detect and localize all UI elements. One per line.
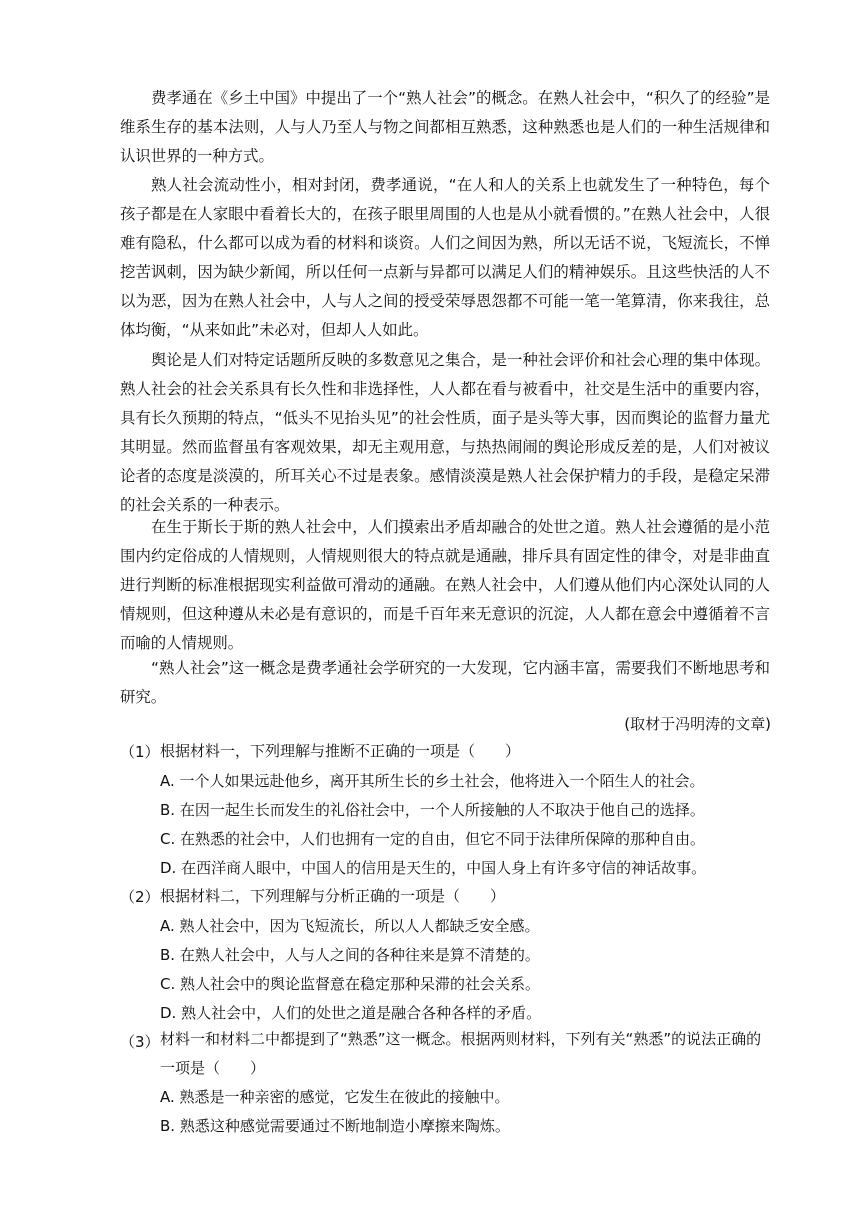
- question-3-stem: 材料一和材料二中都提到了“熟悉”这一概念。根据两则材料，下列有关“熟悉”的说法正确的一项是（ ）: [160, 1030, 762, 1077]
- question-1-stem: 根据材料一，下列理解与推断不正确的一项是（ ）: [160, 742, 521, 760]
- question-2-option-a: A. 熟人社会中，因为飞短流长，所以人人都缺乏安全感。: [160, 917, 540, 935]
- passage-paragraph-5: “熟人社会”这一概念是费孝通社会学研究的一大发现，它内涵丰富，需要我们不断地思考和研究。: [120, 659, 770, 706]
- passage-paragraph-3: 舆论是人们对特定话题所反映的多数意见之集合，是一种社会评价和社会心理的集中体现。熟人社会的社会关系具有长久性和非选择性，人人都在看与被看中，社交是生活中的重要内容，具有长久预期的特点，“低头不见抬头见”的社会性质，面子是头等大事，因而舆论的监督力量尤其明显。然而监督虽有客观效果，却无主观用意，与热热闹闹的舆论形成反差的是，人们对被议论者的态度是淡漠的，所耳关心不过是表象。感情淡漠是熟人社会保护精力的手段，是稳定呆滞的社会关系的一种表示。: [120, 351, 770, 514]
- question-2-option-b: B. 在熟人社会中，人与人之间的各种往来是算不清楚的。: [160, 946, 540, 964]
- question-2-stem: 根据材料二，下列理解与分析正确的一项是（ ）: [160, 887, 506, 905]
- question-2-number: （2）: [120, 888, 160, 906]
- question-1-option-c: C. 在熟悉的社会中，人们也拥有一定的自由，但它不同于法律所保障的那种自由。: [160, 830, 706, 848]
- passage-paragraph-2: 熟人社会流动性小，相对封闭，费孝通说，“在人和人的关系上也就发生了一种特色，每个孩子都是在人家眼中看着长大的，在孩子眼里周围的人也是从小就看惯的。”在熟人社会中，人很难有隐私，什么都可以成为看的材料和谈资。人们之间因为熟，所以无话不说，飞短流长，不惮挖苦讽刺，因为缺少新闻，所以任何一点新与异都可以满足人们的精神娱乐。且这些快活的人不以为恶，因为在熟人社会中，人与人之间的授受荣辱恩怨都不可能一笔一笔算清，你来我往，总体均衡，“从来如此”未必对，但却人人如此。: [120, 176, 770, 339]
- question-1-option-d: D. 在西洋商人眼中，中国人的信用是天生的，中国人身上有许多守信的神话故事。: [160, 859, 707, 877]
- question-3-number: （3）: [120, 1033, 160, 1051]
- question-3-option-a: A. 熟悉是一种亲密的感觉，它发生在彼此的接触中。: [160, 1088, 510, 1106]
- question-3-option-b: B. 熟悉这种感觉需要通过不断地制造小摩擦来陶炼。: [160, 1117, 510, 1135]
- question-2-option-c: C. 熟人社会中的舆论监督意在稳定那种呆滞的社会关系。: [160, 975, 541, 993]
- question-2-option-d: D. 熟人社会中，人们的处世之道是融合各种各样的矛盾。: [160, 1004, 542, 1022]
- question-1-option-b: B. 在因一起生长而发生的礼俗社会中，一个人所接触的人不取决于他自己的选择。: [160, 801, 705, 819]
- passage-paragraph-4: 在生于斯长于斯的熟人社会中，人们摸索出矛盾却融合的处世之道。熟人社会遵循的是小范围内约定俗成的人情规则，人情规则很大的特点就是通融，排斥具有固定性的律令，对是非曲直进行判断的标准根据现实利益做可滑动的通融。在熟人社会中，人们遵从他们内心深处认同的人情规则，但这种遵从未必是有意识的，而是千百年来无意识的沉淀，人人都在意会中遵循着不言而喻的人情规则。: [120, 518, 770, 652]
- question-1-number: （1）: [120, 743, 160, 761]
- passage-paragraph-1: 费孝通在《乡土中国》中提出了一个“熟人社会”的概念。在熟人社会中，“积久了的经验”是维系生存的基本法则，人与人乃至人与物之间都相互熟悉，这种熟悉也是人们的一种生活规律和认识世界的一种方式。: [120, 89, 770, 165]
- passage-source: (取材于冯明涛的文章): [624, 715, 771, 733]
- question-1-option-a: A. 一个人如果远赴他乡，离开其所生长的乡土社会，他将进入一个陌生人的社会。: [160, 772, 705, 790]
